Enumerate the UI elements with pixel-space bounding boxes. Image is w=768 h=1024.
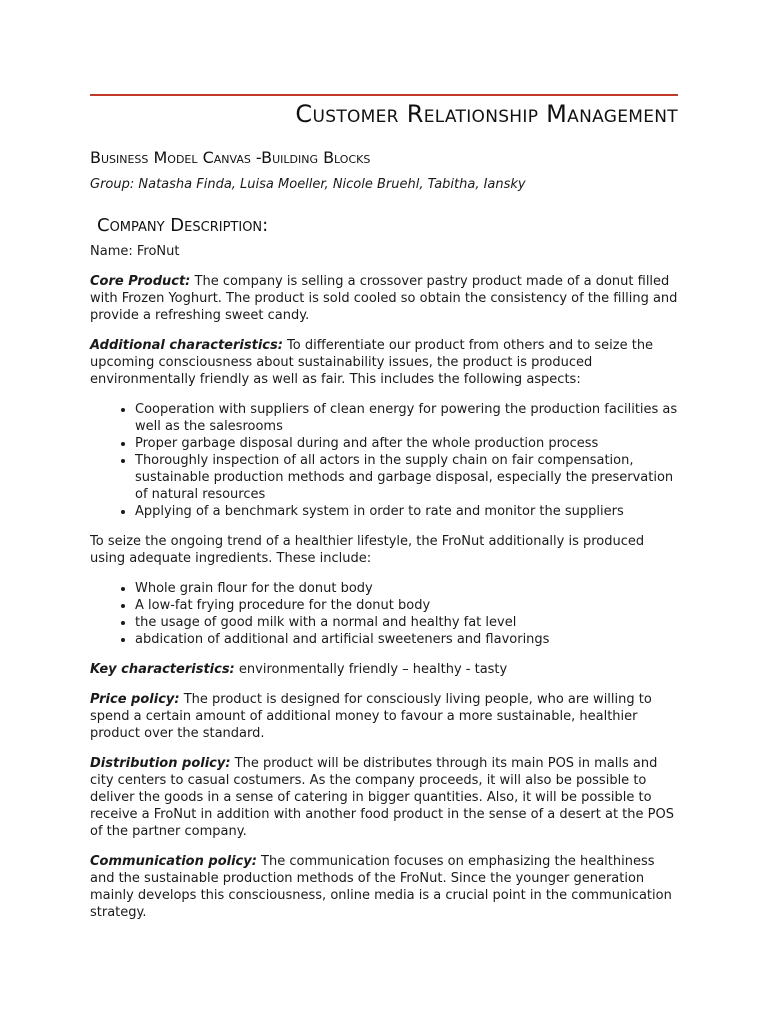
additional-text: To differentiate our product from others and to seize the upcoming consciousness about sustainability issues, the product is produced environmentally friendly as well as fair. This includes the following aspects: (90, 338, 654, 387)
document-subtitle: Business Model Canvas -Building Blocks (90, 148, 371, 167)
section-title: Company Description: (97, 215, 269, 236)
list-item: • abdication of additional and artificial sweeteners and flavorings (135, 631, 678, 648)
distribution-text: The product will be distributes through its main POS in malls and city centers to casual costumers. As the company proceeds, it will also be possible to deliver the goods in a sense of catering in bigger quantities. Also, it will be possible to receive a FroNut in addition with another food product in the sense of a desert at the POS of the partner company. (90, 756, 674, 839)
distribution-paragraph (90, 755, 678, 840)
communication-paragraph (90, 853, 678, 921)
header-rule (90, 94, 678, 96)
list-item: • Whole grain flour for the donut body (135, 580, 678, 597)
list-item: • Applying of a benchmark system in order to rate and monitor the suppliers (135, 503, 678, 520)
group-members: Group: Natasha Finda, Luisa Moeller, Nicole Bruehl, Tabitha, Iansky (90, 177, 526, 192)
list-item: • A low-fat frying procedure for the donut body (135, 597, 678, 614)
distribution-label: Distribution policy: (90, 756, 231, 771)
key-text: environmentally friendly – healthy - tasty (234, 662, 508, 677)
core-product-label: Core Product: (90, 274, 191, 289)
list-item: • Thoroughly inspection of all actors in the supply chain on fair compensation, sustainable production methods and garbage disposal, especially the preservation of natural resources (135, 452, 678, 503)
price-label: Price policy: (90, 692, 180, 707)
key-paragraph (90, 661, 678, 678)
communication-label: Communication policy: (90, 854, 257, 869)
document-body (90, 243, 678, 934)
core-product-text: The company is selling a crossover pastry product made of a donut filled with Frozen Yoghurt. The product is sold cooled so obtain the consistency of the filling and provide a refreshing sweet candy. (90, 274, 678, 323)
key-label: Key characteristics: (90, 662, 235, 677)
ingredients-list (90, 580, 678, 648)
sustainability-list (90, 401, 678, 520)
list-item: • Proper garbage disposal during and after the whole production process (135, 435, 678, 452)
price-paragraph (90, 691, 678, 742)
price-text: The product is designed for consciously living people, who are willing to spend a certain amount of additional money to favour a more sustainable, healthier product over the standard. (90, 692, 652, 741)
healthier-paragraph: To seize the ongoing trend of a healthier lifestyle, the FroNut additionally is produced using adequate ingredients. These include: (90, 534, 645, 566)
core-product-paragraph (90, 273, 678, 324)
name-line: Name: FroNut (90, 244, 180, 259)
list-item: • Cooperation with suppliers of clean energy for powering the production facilities as well as the salesrooms (135, 401, 678, 435)
communication-text: The communication focuses on emphasizing the healthiness and the sustainable production methods of the FroNut. Since the younger generation mainly develops this consciousness, online media is a crucial point in the communication strategy. (90, 854, 672, 920)
document-title: Customer Relationship Management (295, 100, 678, 128)
additional-paragraph (90, 337, 678, 388)
list-item: • the usage of good milk with a normal and healthy fat level (135, 614, 678, 631)
additional-label: Additional characteristics: (90, 338, 283, 353)
